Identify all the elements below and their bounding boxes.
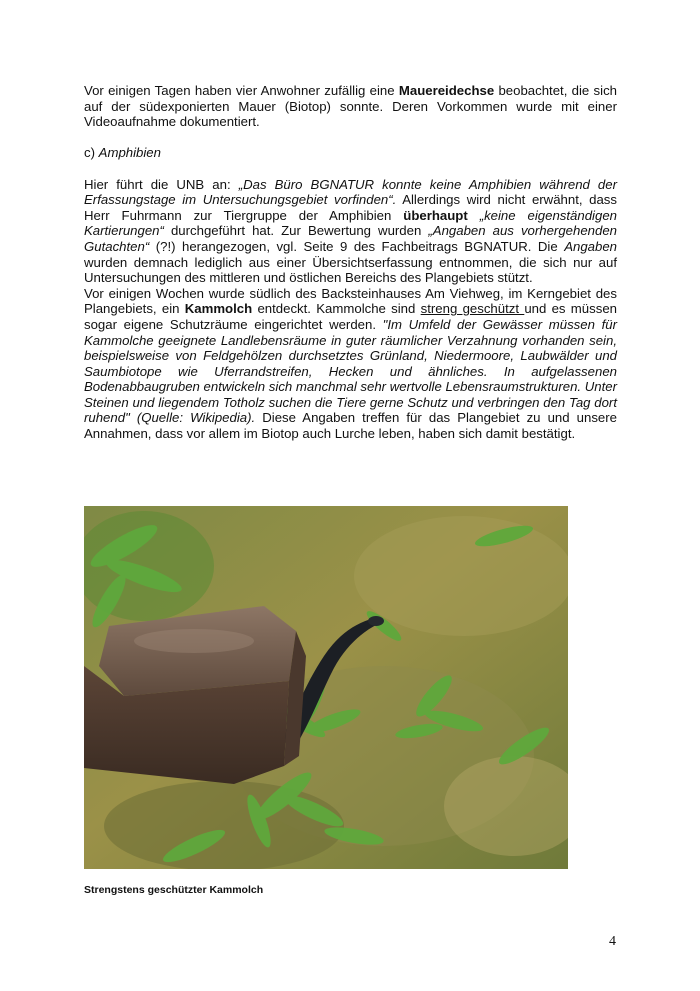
text-segment: „Angaben aus vorhergehenden Gutachten“ bbox=[84, 223, 617, 254]
newt-under-stone-image bbox=[84, 506, 568, 869]
text-segment: Amphibien bbox=[98, 145, 161, 161]
body-text bbox=[84, 83, 617, 442]
text-segment: Kammolch bbox=[184, 301, 253, 317]
text-segment: Diese Angaben treffen für das Plangebiet zu und unsere Annahmen, dass vor allem im Biotop auch Lurche leben, haben sich damit bestätigt. bbox=[84, 410, 617, 442]
text-segment: Vor einigen Tagen haben vier Anwohner zufällig eine bbox=[84, 83, 399, 98]
text-segment: überhaupt bbox=[403, 207, 468, 223]
text-segment bbox=[468, 208, 480, 223]
text-segment: und es müssen sogar eigene Schutzräume eingerichtet werden. bbox=[84, 301, 617, 332]
text-segment: „Das Büro BGNATUR konnte keine Amphibien während der Erfassungstage im Untersuchungsgebiet vorfinden“. bbox=[84, 176, 617, 208]
figure-caption: Strengstens geschützter Kammolch bbox=[84, 884, 264, 896]
section-heading-amphibien bbox=[84, 145, 617, 161]
page-number: 4 bbox=[609, 934, 616, 949]
text-segment: durchgeführt hat. Zur Bewertung wurden bbox=[163, 223, 429, 239]
text-segment: wurden demnach lediglich aus einer Übersichtserfassung entnommen, die sich nur auf Untersuchungen des mittleren und östlichen Bereichs des Plangebiets stützt. bbox=[84, 254, 617, 286]
text-segment: Angaben bbox=[564, 238, 617, 254]
text-segment: beobachtet, die sich auf der südexponierten Mauer (Biotop) sonnte. Deren Vorkommen wurde mit einer Videoaufnahme dokumentiert. bbox=[84, 83, 618, 130]
text-segment: c) bbox=[84, 145, 99, 161]
photo-kammolch bbox=[84, 506, 568, 869]
text-segment: (?!) herangezogen, vgl. Seite 9 des Fachbeitrags BGNATUR. Die bbox=[149, 238, 565, 254]
text-segment: Mauereidechse bbox=[398, 83, 495, 98]
text-segment: entdeckt. Kammolche sind bbox=[252, 301, 421, 317]
paragraph-unb-statement bbox=[84, 177, 617, 286]
paragraph-mauereidechse bbox=[84, 83, 617, 130]
text-segment: Allerdings wird nicht erwähnt, dass Herr Fuhrmann zur Tiergruppe der Amphibien bbox=[84, 192, 617, 223]
text-segment: Vor einigen Wochen wurde südlich des Backsteinhauses Am Viehweg, im Kerngebiet des Plangebiets, ein bbox=[84, 285, 617, 317]
text-segment: "Im Umfeld der Gewässer müssen für Kammolche geeignete Landlebensräume in guter räumlicher Verzahnung vorhanden sein, beispielsweise von Feldgehölzen durchsetztes Grünland, Niedermoore, Laubwälder und Saumbiotope wie Uferrandstreifen, Hecken und ähnliches. In aufgelassenen Bodenabbaugruben entwickeln sich manchmal sehr wertvolle Lebensraumstrukturen. Unter Steinen und liegendem Totholz suchen die Tiere gerne Schutz und verbringen den Tag dort ruhend" (Quelle: Wikipedia). bbox=[84, 316, 617, 426]
paragraph-kammolch bbox=[84, 286, 617, 442]
text-segment: streng geschützt bbox=[420, 301, 525, 317]
text-segment: Hier führt die UNB an: bbox=[84, 176, 239, 192]
text-segment: „keine eigenständigen Kartierungen“ bbox=[84, 207, 617, 239]
